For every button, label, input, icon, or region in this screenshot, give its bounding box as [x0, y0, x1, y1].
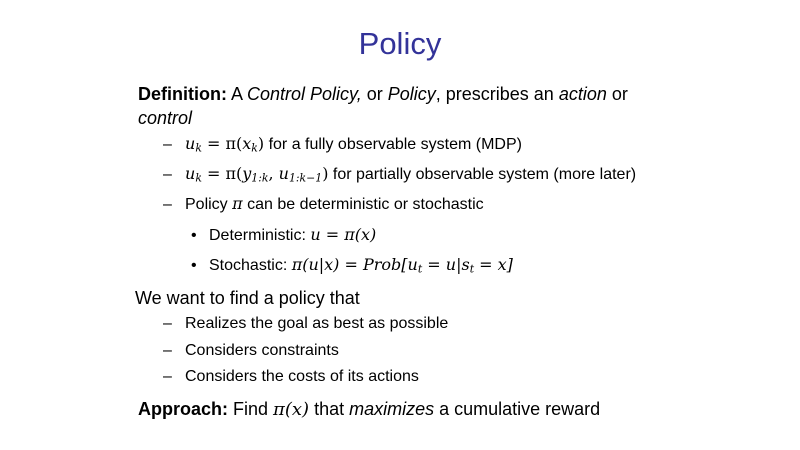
sub-item-text: for partially observable system (more later)	[328, 166, 637, 183]
slide-title: Policy	[358, 26, 442, 61]
definition-line-2	[138, 106, 192, 130]
definition-term-action: action	[558, 84, 607, 104]
math-comma: ,	[268, 164, 279, 183]
math-stochastic-policy	[292, 255, 513, 274]
math-subscript: 1:k	[251, 171, 269, 185]
sub-item-fully-observable	[163, 133, 522, 156]
definition-term-control: control	[138, 108, 193, 128]
dash-marker: –	[163, 342, 172, 359]
math-var-u: u	[278, 164, 289, 183]
want-item-costs	[163, 366, 419, 388]
math-part: π(u|x) = Prob[u	[291, 255, 418, 274]
bullet-stochastic	[191, 254, 513, 277]
bullet-deterministic	[191, 224, 376, 247]
bullet-marker: •	[191, 227, 197, 244]
want-item-text: Realizes the goal as best as possible	[185, 315, 449, 332]
bullet-marker: •	[191, 257, 197, 274]
bullet-label: Deterministic:	[209, 227, 311, 244]
sub-item-text-a: Policy	[185, 196, 233, 213]
definition-term-control-policy: Control Policy,	[247, 84, 362, 104]
sub-item-deterministic-or-stochastic	[163, 193, 484, 216]
approach-line	[138, 397, 600, 422]
definition-label: Definition:	[138, 84, 227, 104]
math-part: = x]	[474, 255, 513, 274]
math-deterministic-policy: u = π(x)	[310, 225, 377, 244]
math-subscript: t	[417, 262, 423, 276]
definition-line-1	[138, 82, 628, 106]
approach-label: Approach:	[138, 399, 228, 419]
want-item-goal	[163, 313, 448, 335]
dash-marker: –	[163, 166, 172, 183]
math-subscript: k	[195, 141, 202, 155]
definition-text-b: or	[361, 84, 388, 104]
math-equals-pi: = π(	[201, 164, 243, 183]
math-var-x: x	[242, 134, 252, 153]
math-subscript: k	[251, 141, 258, 155]
math-paren: )	[322, 164, 329, 183]
math-var-u: u	[185, 134, 196, 153]
dash-marker: –	[163, 196, 172, 213]
math-equals-pi: = π(	[201, 134, 243, 153]
definition-term-policy: Policy	[387, 84, 436, 104]
approach-text-a: Find	[228, 399, 274, 419]
want-item-constraints	[163, 340, 339, 362]
want-heading: We want to find a policy that	[135, 288, 360, 308]
approach-emphasis-maximizes: maximizes	[349, 399, 435, 419]
approach-text-b: that	[309, 399, 350, 419]
definition-text-d: or	[606, 84, 628, 104]
math-paren: )	[257, 134, 265, 153]
approach-text-c: a cumulative reward	[434, 399, 601, 419]
dash-marker: –	[163, 315, 172, 332]
want-item-text: Considers the costs of its actions	[185, 368, 419, 385]
math-subscript: k	[195, 171, 202, 185]
want-item-text: Considers constraints	[185, 342, 339, 359]
definition-text-c: , prescribes an	[435, 84, 559, 104]
math-policy-partially-observable	[185, 164, 328, 183]
math-part: = u|s	[422, 255, 470, 274]
dash-marker: –	[163, 136, 172, 153]
sub-item-text: for a fully observable system (MDP)	[264, 136, 522, 153]
definition-text-a: A	[226, 84, 248, 104]
math-policy-of-x: π(x)	[273, 399, 310, 420]
math-var-y: y	[242, 164, 252, 183]
bullet-label: Stochastic:	[209, 257, 292, 274]
math-pi: π	[232, 194, 243, 213]
math-var-u: u	[185, 164, 196, 183]
math-policy-fully-observable	[185, 134, 264, 153]
sub-item-text-b: can be deterministic or stochastic	[242, 196, 484, 213]
math-subscript: t	[469, 262, 475, 276]
dash-marker: –	[163, 368, 172, 385]
sub-item-partially-observable	[163, 163, 636, 186]
math-subscript: 1:k−1	[288, 171, 323, 185]
